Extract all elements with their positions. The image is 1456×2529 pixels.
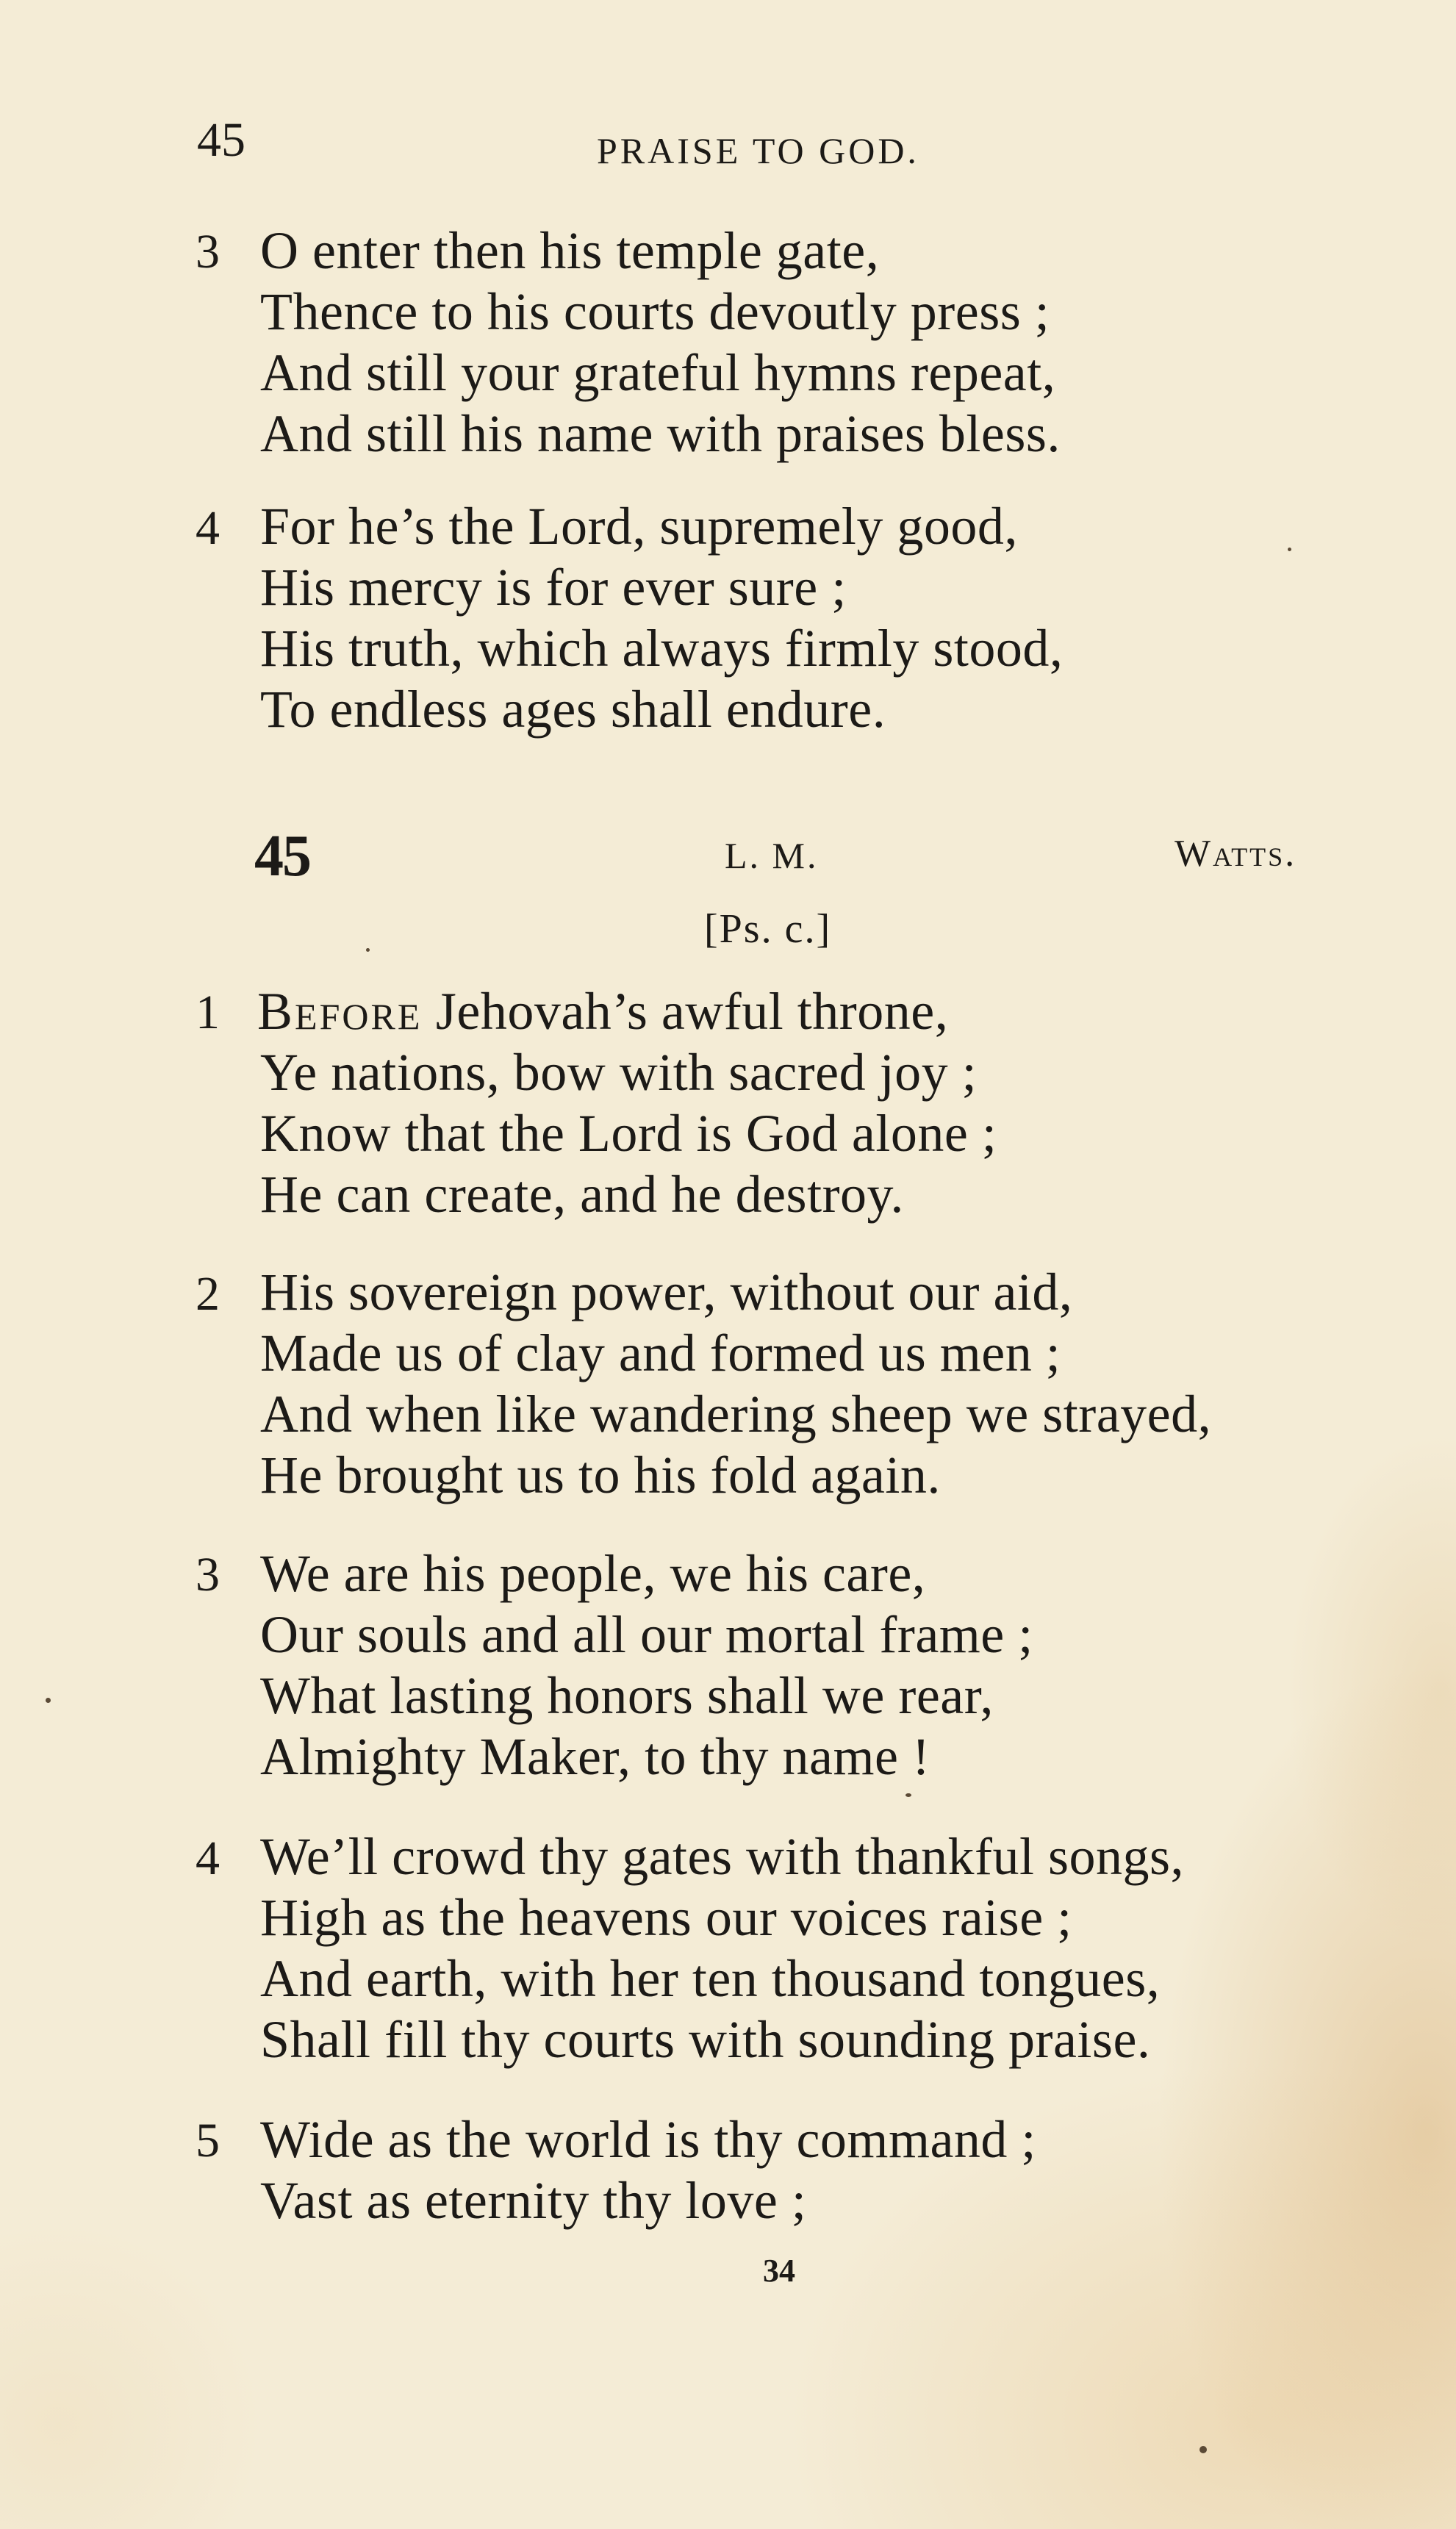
first-line-rest: Jehovah’s awful throne,	[422, 982, 949, 1041]
stanza-line: He brought us to his fold again.	[260, 1446, 941, 1504]
paper-speck	[1199, 2446, 1207, 2453]
stanza-line: And still your grateful hymns repeat,	[260, 343, 1056, 402]
stanza-number: 2	[196, 1267, 220, 1321]
stanza-line: His mercy is for ever sure ;	[260, 558, 847, 617]
first-word: Before	[257, 982, 423, 1041]
stanza-line: Thence to his courts devoutly press ;	[260, 282, 1050, 341]
stanza-line: To endless ages shall endure.	[260, 680, 886, 739]
stanza-line: Know that the Lord is God alone ;	[260, 1104, 997, 1163]
stanza-number: 1	[196, 986, 220, 1039]
running-title: PRAISE TO GOD.	[597, 130, 919, 171]
stanza-number: 4	[196, 501, 220, 555]
stanza-line: We’ll crowd thy gates with thankful songs,	[260, 1827, 1184, 1886]
stanza-number: 4	[196, 1832, 220, 1885]
paper-speck	[46, 1698, 51, 1703]
page-number: 45	[197, 113, 245, 167]
hymn-meter: L. M.	[725, 835, 819, 876]
stanza-line: Ye nations, bow with sacred joy ;	[260, 1043, 978, 1102]
folio-number: 34	[763, 2253, 795, 2289]
paper-speck	[366, 948, 370, 952]
stanza-line: He can create, and he destroy.	[260, 1165, 904, 1224]
stanza-line: Almighty Maker, to thy name !	[260, 1727, 930, 1786]
hymn-number: 45	[254, 824, 310, 889]
stanza-line: Made us of clay and formed us men ;	[260, 1324, 1061, 1382]
stanza-line: Wide as the world is thy command ;	[260, 2110, 1036, 2169]
stanza-line: What lasting honors shall we rear,	[260, 1666, 994, 1725]
paper-speck	[1288, 548, 1291, 551]
hymn-author: Watts.	[1175, 833, 1297, 875]
stanza-line: High as the heavens our voices raise ;	[260, 1888, 1072, 1947]
stanza-number: 3	[196, 1548, 220, 1601]
stanza-line: His sovereign power, without our aid,	[260, 1263, 1073, 1321]
stanza-number: 3	[196, 225, 220, 279]
stanza-line: And earth, with her ten thousand tongues,	[260, 1949, 1161, 2008]
stanza-line: For he’s the Lord, supremely good,	[260, 497, 1018, 556]
stanza-line: Shall fill thy courts with sounding praise.	[260, 2010, 1151, 2069]
stanza-line: Vast as eternity thy love ;	[260, 2171, 807, 2230]
stanza-line: O enter then his temple gate,	[260, 221, 880, 280]
stanza-line	[257, 982, 949, 1041]
stanza-line: His truth, which always firmly stood,	[260, 619, 1064, 678]
stanza-line: And still his name with praises bless.	[260, 404, 1061, 463]
stanza-line: We are his people, we his care,	[260, 1544, 926, 1603]
stanza-line: Our souls and all our mortal frame ;	[260, 1605, 1033, 1664]
stanza-line: And when like wandering sheep we strayed,	[260, 1385, 1212, 1443]
paper-speck	[905, 1793, 911, 1797]
hymn-source: [Ps. c.]	[704, 906, 832, 952]
stanza-number: 5	[196, 2114, 220, 2167]
